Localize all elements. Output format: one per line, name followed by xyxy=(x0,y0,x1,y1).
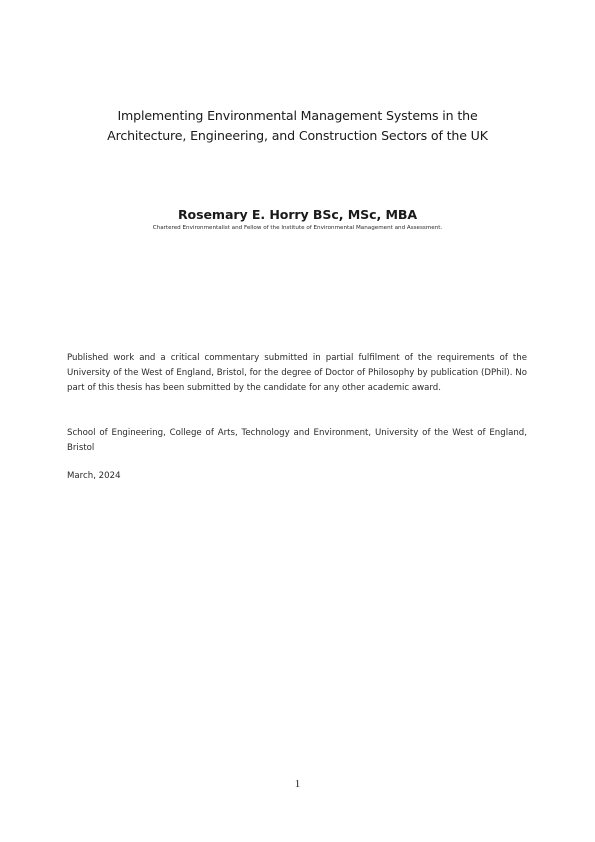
submission-statement: Published work and a critical commentary submitted in partial fulfilment of the requirements of the University of the West of England, Bristol, for the degree of Doctor of Philosophy by publication (DPhil). No part of this thesis has been submitted by the candidate for any other academic award. xyxy=(67,353,527,394)
submission-date: March, 2024 xyxy=(67,471,121,481)
thesis-title-line-1: Implementing Environmental Management Systems in the xyxy=(117,108,478,123)
author-name: Rosemary E. Horry BSc, MSc, MBA xyxy=(177,207,418,222)
author-affiliation: Chartered Environmentalist and Fellow of the Institute of Environmental Management and Assessment. xyxy=(152,225,443,231)
thesis-title-line-2: Architecture, Engineering, and Construction Sectors of the UK xyxy=(107,128,488,143)
page-number: 1 xyxy=(294,778,301,790)
school-affiliation: School of Engineering, College of Arts, Technology and Environment, University of the West of England, Bristol xyxy=(67,428,527,454)
thesis-title xyxy=(60,106,535,146)
